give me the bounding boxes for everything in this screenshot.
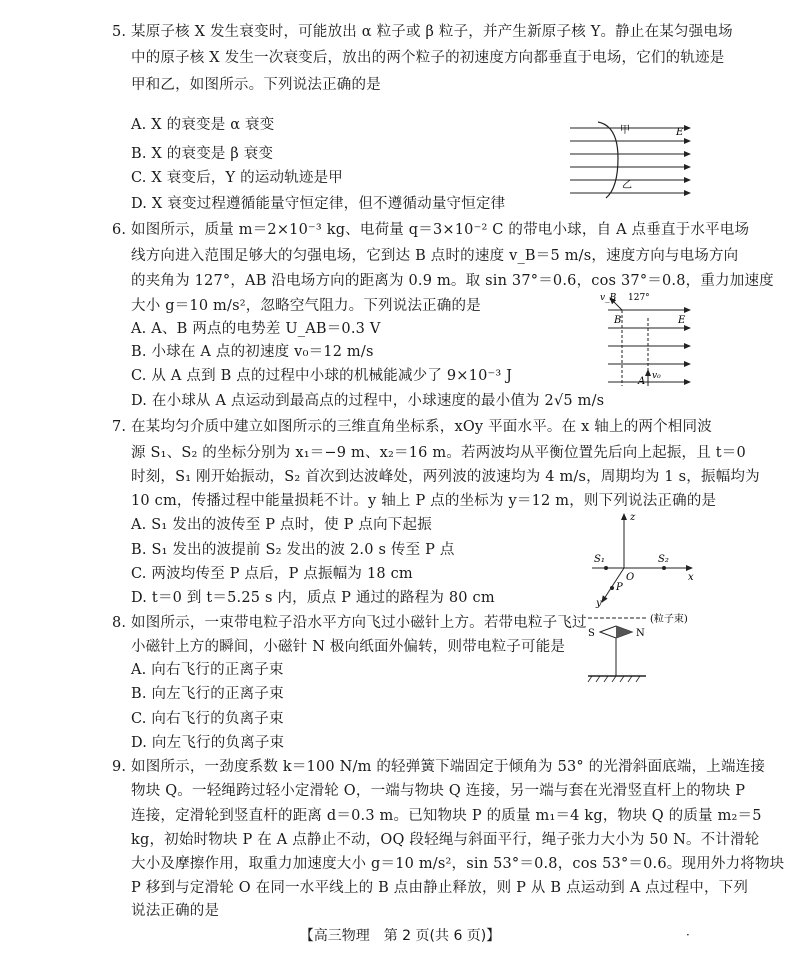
page-footer: 【高三物理 第 2 页(共 6 页)】 bbox=[299, 928, 501, 944]
question-7-option-b: B. S₁ 发出的波提前 S₂ 发出的波 2.0 s 传至 P 点 bbox=[131, 542, 455, 558]
question-8-option-a: A. 向右飞行的正离子束 bbox=[131, 662, 284, 678]
question-7-text-line: 时刻，S₁ 刚开始振动，S₂ 首次到达波峰处，两列波的波速均为 4 m/s，周期均为 1 s，振幅均为 bbox=[131, 469, 760, 485]
question-5-option-b: B. X 的衰变是 β 衰变 bbox=[131, 146, 274, 162]
question-7-option-a: A. S₁ 发出的波传至 P 点时，使 P 点向下起振 bbox=[131, 517, 432, 533]
question-9-text-line: P 移到与定滑轮 O 在同一水平线上的 B 点由静止释放，则 P 从 B 点运动到 A 点过程中，下列 bbox=[131, 880, 749, 896]
label-e: E bbox=[676, 127, 684, 138]
label-p: P bbox=[616, 582, 623, 593]
question-6-text-line: 大小 g＝10 m/s²，忽略空气阻力。下列说法正确的是 bbox=[131, 298, 481, 314]
question-6-option-a: A. A、B 两点的电势差 U_AB＝0.3 V bbox=[131, 321, 381, 337]
question-7-option-c: C. 两波均传至 P 点后，P 点振幅为 18 cm bbox=[131, 566, 413, 582]
label-z: z bbox=[630, 512, 636, 523]
corner-mark: · bbox=[686, 928, 690, 942]
question-9-text-line: 9. 如图所示，一劲度系数 k＝100 N/m 的轻弹簧下端固定于倾角为 53° 的光滑斜面底端，上端连接 bbox=[112, 759, 766, 775]
q5-decay-figure bbox=[566, 118, 696, 200]
q6-field-figure bbox=[594, 290, 694, 390]
label-a: A bbox=[638, 376, 646, 387]
question-9-text-line: 大小及摩擦作用，取重力加速度大小 g＝10 m/s²，sin 53°＝0.8，cos 53°＝0.6。现用外力将物块 bbox=[131, 856, 785, 872]
question-9-text-line: 说法正确的是 bbox=[131, 903, 220, 919]
label-b: B bbox=[614, 315, 622, 326]
question-6-option-c: C. 从 A 点到 B 点的过程中小球的机械能减少了 9×10⁻³ J bbox=[131, 368, 513, 384]
question-6-option-b: B. 小球在 A 点的初速度 v₀＝12 m/s bbox=[131, 344, 374, 360]
question-8-option-b: B. 向左飞行的正离子束 bbox=[131, 686, 284, 702]
label-v0: v₀ bbox=[652, 371, 661, 381]
question-7-option-d: D. t＝0 到 t＝5.25 s 内，质点 P 通过的路程为 80 cm bbox=[131, 590, 495, 606]
q7-coordinate-figure bbox=[588, 510, 698, 608]
question-8-text-line: 8. 如图所示，一束带电粒子沿水平方向飞过小磁针上方。若带电粒子飞过 bbox=[112, 615, 587, 631]
label-vb: v_B bbox=[600, 293, 617, 303]
label-yi: 乙 bbox=[622, 180, 632, 191]
label-x: x bbox=[688, 572, 694, 583]
question-8-option-c: C. 向右飞行的负离子束 bbox=[131, 711, 284, 727]
label-s1: S₁ bbox=[594, 554, 605, 565]
label-angle: 127° bbox=[628, 293, 650, 303]
source-s2 bbox=[662, 566, 666, 570]
ground-hatch bbox=[588, 676, 640, 682]
question-9-text-line: 连接，定滑轮到竖直杆的距离 d＝0.3 m。已知物块 P 的质量 m₁＝4 kg，物块 Q 的质量 m₂＝5 bbox=[131, 808, 762, 824]
question-5-option-d: D. X 衰变过程遵循能量守恒定律，但不遵循动量守恒定律 bbox=[131, 196, 506, 212]
label-e: E bbox=[678, 315, 686, 326]
label-s: S bbox=[588, 628, 595, 639]
label-n: N bbox=[636, 628, 645, 639]
point-p bbox=[610, 586, 614, 590]
label-o: O bbox=[626, 572, 635, 583]
question-5-option-a: A. X 的衰变是 α 衰变 bbox=[131, 117, 275, 133]
decay-trajectories bbox=[598, 122, 618, 198]
question-7-text-line: 源 S₁、S₂ 的坐标分别为 x₁＝−9 m、x₂＝16 m。若两波均从平衡位置先后向上起振，且 t＝0 bbox=[131, 445, 746, 461]
question-6-text-line: 6. 如图所示，质量 m＝2×10⁻³ kg、电荷量 q＝3×10⁻² C 的带电小球，自 A 点垂直于水平电场 bbox=[112, 222, 750, 238]
question-7-text-line: 10 cm，传播过程中能量损耗不计。y 轴上 P 点的坐标为 y＝12 m，则下列说法正确的是 bbox=[131, 493, 717, 509]
label-jia: 甲 bbox=[620, 125, 630, 136]
question-5-text-line: 甲和乙，如图所示。下列说法正确的是 bbox=[131, 77, 381, 93]
q8-compass-figure bbox=[584, 606, 696, 690]
question-8-option-d: D. 向左飞行的负离子束 bbox=[131, 735, 285, 751]
question-5-text-line: 中的原子核 X 发生一次衰变后，放出的两个粒子的初速度方向都垂直于电场，它们的轨迹是 bbox=[131, 50, 725, 66]
label-beam: (粒子束) bbox=[650, 614, 688, 625]
compass-north-pole bbox=[616, 626, 632, 638]
question-6-text-line: 线方向进入范围足够大的匀强电场，它到达 B 点时的速度 v_B＝5 m/s，速度方向与电场方向 bbox=[131, 248, 739, 264]
label-s2: S₂ bbox=[658, 554, 669, 565]
question-6-text-line: 的夹角为 127°，AB 沿电场方向的距离为 0.9 m。取 sin 37°＝0.6，cos 37°＝0.8，重力加速度 bbox=[131, 273, 774, 289]
question-9-text-line: kg，初始时物块 P 在 A 点静止不动，OQ 段轻绳与斜面平行，绳子张力大小为 50 N。不计滑轮 bbox=[131, 832, 760, 848]
question-8-text-line: 小磁针上方的瞬间，小磁针 N 极向纸面外偏转，则带电粒子可能是 bbox=[131, 639, 566, 655]
question-9-text-line: 物块 Q。一轻绳跨过轻小定滑轮 O，一端与物块 Q 连接，另一端与套在光滑竖直杆上的物块 P bbox=[131, 783, 746, 799]
question-7-text-line: 7. 在某均匀介质中建立如图所示的三维直角坐标系，xOy 平面水平。在 x 轴上的两个相同波 bbox=[112, 419, 712, 435]
source-s1 bbox=[604, 566, 608, 570]
question-5-text-line: 5. 某原子核 X 发生衰变时，可能放出 α 粒子或 β 粒子，并产生新原子核 Y。静止在某匀强电场 bbox=[112, 24, 733, 40]
question-6-option-d: D. 在小球从 A 点运动到最高点的过程中，小球速度的最小值为 2√5 m/s bbox=[131, 393, 605, 409]
label-y: y bbox=[596, 598, 602, 608]
question-5-option-c: C. X 衰变后，Y 的运动轨迹是甲 bbox=[131, 170, 344, 186]
